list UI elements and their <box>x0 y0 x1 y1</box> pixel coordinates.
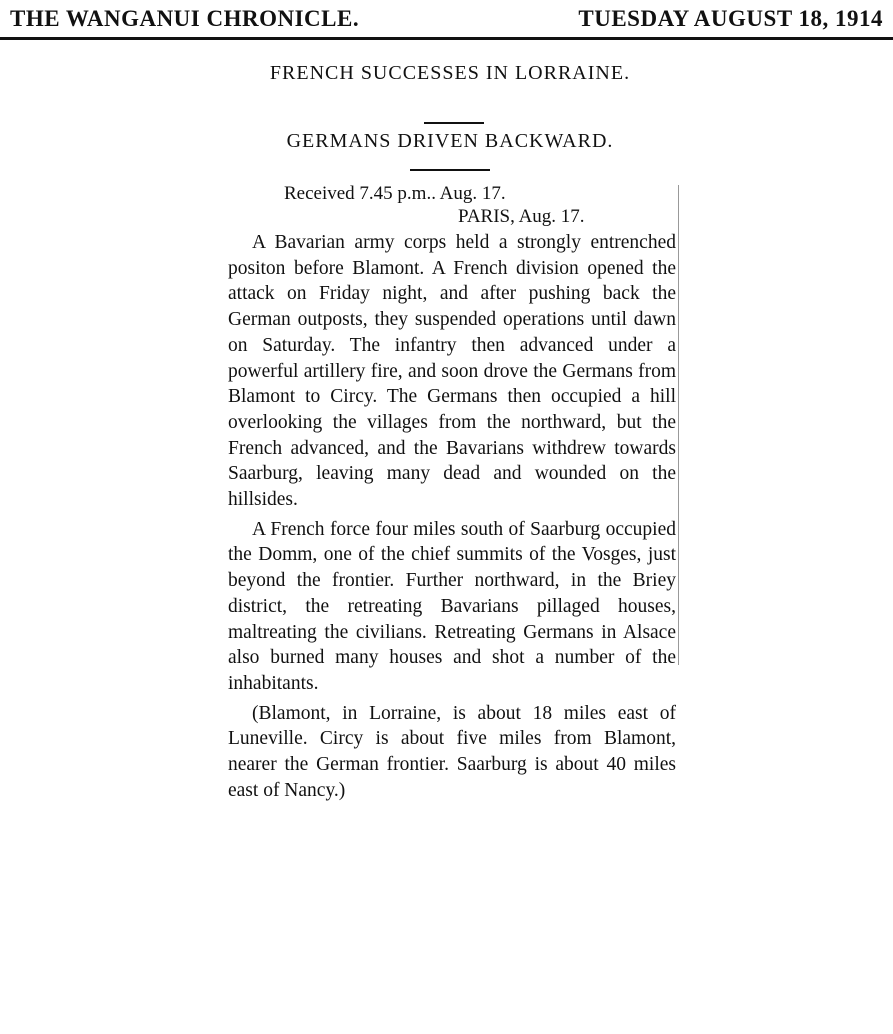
issue-date: TUESDAY AUGUST 18, 1914 <box>578 6 883 31</box>
paragraph: A French force four miles south of Saarburg occupied the Domm, one of the chief summits of the Vosges, just beyond the frontier. Further northward, in the Briey district, the retreating Bavarians pillaged houses, maltreating the civilians. Retreating Germans in Alsace also burned many houses and shot a number of the inhabitants. <box>228 518 676 694</box>
paragraph: (Blamont, in Lorraine, is about 18 miles east of Luneville. Circy is about five miles from Blamont, nearer the German frontier. Saarburg is about 40 miles east of Nancy.) <box>228 702 676 801</box>
column-rule <box>678 185 679 665</box>
newspaper-title: THE WANGANUI CHRONICLE. <box>10 6 360 31</box>
received-time: Received 7.45 p.m.. Aug. 17. <box>284 183 506 204</box>
subheadline-divider <box>410 169 490 171</box>
article-body <box>228 230 676 807</box>
main-headline: FRENCH SUCCESSES IN LORRAINE. <box>269 62 631 84</box>
masthead <box>0 6 893 40</box>
headline-divider <box>424 122 484 124</box>
sub-headline: GERMANS DRIVEN BACKWARD. <box>286 130 614 152</box>
masthead-rule <box>0 37 893 40</box>
paragraph: A Bavarian army corps held a strongly entrenched positon before Blamont. A French division opened the attack on Friday night, and after pushing back the German outposts, they suspended operations until dawn on Saturday. The infantry then advanced under a powerful artillery fire, and soon drove the Germans from Blamont to Circy. The Germans then occupied a hill overlooking the villages from the northward, but the French advanced, and the Bavarians withdrew towards Saarburg, leaving many dead and wounded on the hillsides. <box>228 232 676 511</box>
dateline: PARIS, Aug. 17. <box>458 206 585 227</box>
